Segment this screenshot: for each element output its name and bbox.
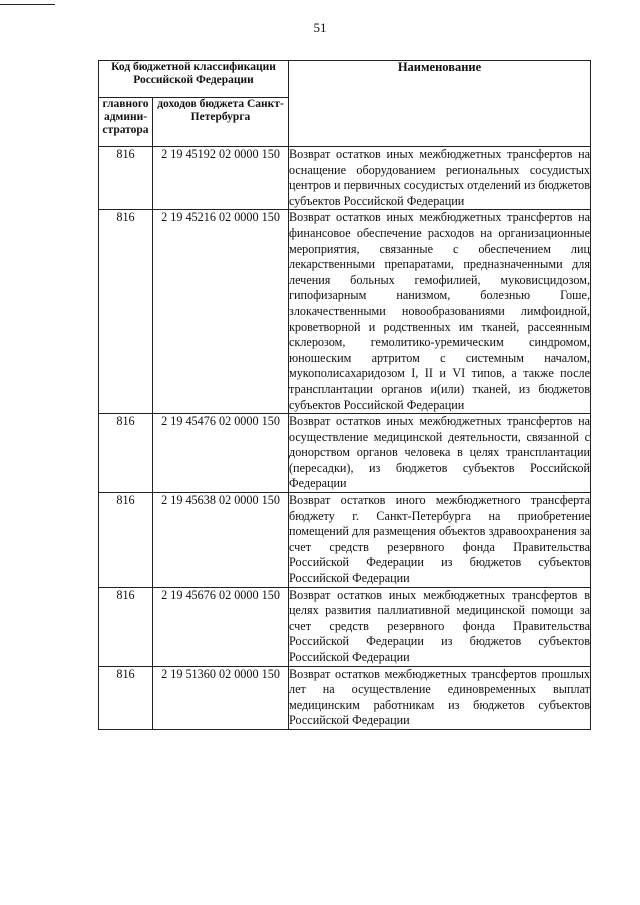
admin-code-cell: 816 xyxy=(99,210,153,414)
name-column-header: Наименование xyxy=(289,61,591,147)
revenue-code-cell: 2 19 45638 02 0000 150 xyxy=(153,493,289,588)
name-cell: Возврат остатков иных межбюджетных трансфертов на оснащение оборудованием региональных сосудистых центров и первичных сосудистых отделений из бюджетов субъектов Российской Федерации xyxy=(289,147,591,210)
name-cell: Возврат остатков иных межбюджетных трансфертов на осуществление медицинской деятельности, связанной с донорством органов человека в целях трансплантации (пересадки), из бюджетов субъектов Российской Федерации xyxy=(289,414,591,493)
revenue-code-cell: 2 19 45676 02 0000 150 xyxy=(153,587,289,666)
admin-code-cell: 816 xyxy=(99,414,153,493)
code-group-header: Код бюджетной классификации Российской Федерации xyxy=(99,61,289,98)
revenue-column-header: доходов бюджета Санкт-Петербурга xyxy=(153,98,289,147)
page-number: 51 xyxy=(313,20,327,35)
table-row xyxy=(99,147,591,210)
budget-classification-table xyxy=(98,60,591,730)
name-cell: Возврат остатков межбюджетных трансфертов прошлых лет на осуществление единовременных выплат медицинским работникам из бюджетов субъектов Российской Федерации xyxy=(289,666,591,729)
top-left-rule xyxy=(0,4,55,5)
revenue-code-cell: 2 19 51360 02 0000 150 xyxy=(153,666,289,729)
name-cell: Возврат остатков иных межбюджетных трансфертов на финансовое обеспечение расходов на организационные мероприятия, связанные с обеспечением лиц лекарственными препаратами, предназначенными для лечения больных гемофилией, муковисцидозом, гипофизарным нанизмом, болезнью Гоше, злокачественными новообразованиями лимфоидной, кроветворной и родственных им тканей, рассеянным склерозом, гемолитико-уремическим синдромом, юношеским артритом с системным началом, мукополисахаридозом I, II и VI типов, а также после трансплантации органов и(или) тканей, из бюджетов субъектов Российской Федерации xyxy=(289,210,591,414)
admin-code-cell: 816 xyxy=(99,666,153,729)
table-row xyxy=(99,414,591,493)
admin-code-cell: 816 xyxy=(99,493,153,588)
table-row xyxy=(99,666,591,729)
name-cell: Возврат остатков иных межбюджетных трансфертов в целях развития паллиативной медицинской помощи за счет средств резервного фонда Правительства Российской Федерации из бюджетов субъектов Российской Федерации xyxy=(289,587,591,666)
admin-code-cell: 816 xyxy=(99,147,153,210)
revenue-code-cell: 2 19 45476 02 0000 150 xyxy=(153,414,289,493)
table-row xyxy=(99,493,591,588)
admin-code-cell: 816 xyxy=(99,587,153,666)
name-cell: Возврат остатков иного межбюджетного трансферта бюджету г. Санкт-Петербурга на приобретение помещений для размещения объектов здравоохранения за счет средств резервного фонда Правительства Российской Федерации из бюджетов субъектов Российской Федерации xyxy=(289,493,591,588)
table-row xyxy=(99,210,591,414)
revenue-code-cell: 2 19 45216 02 0000 150 xyxy=(153,210,289,414)
table-row xyxy=(99,587,591,666)
revenue-code-cell: 2 19 45192 02 0000 150 xyxy=(153,147,289,210)
admin-column-header: главного админи-стратора xyxy=(99,98,153,147)
